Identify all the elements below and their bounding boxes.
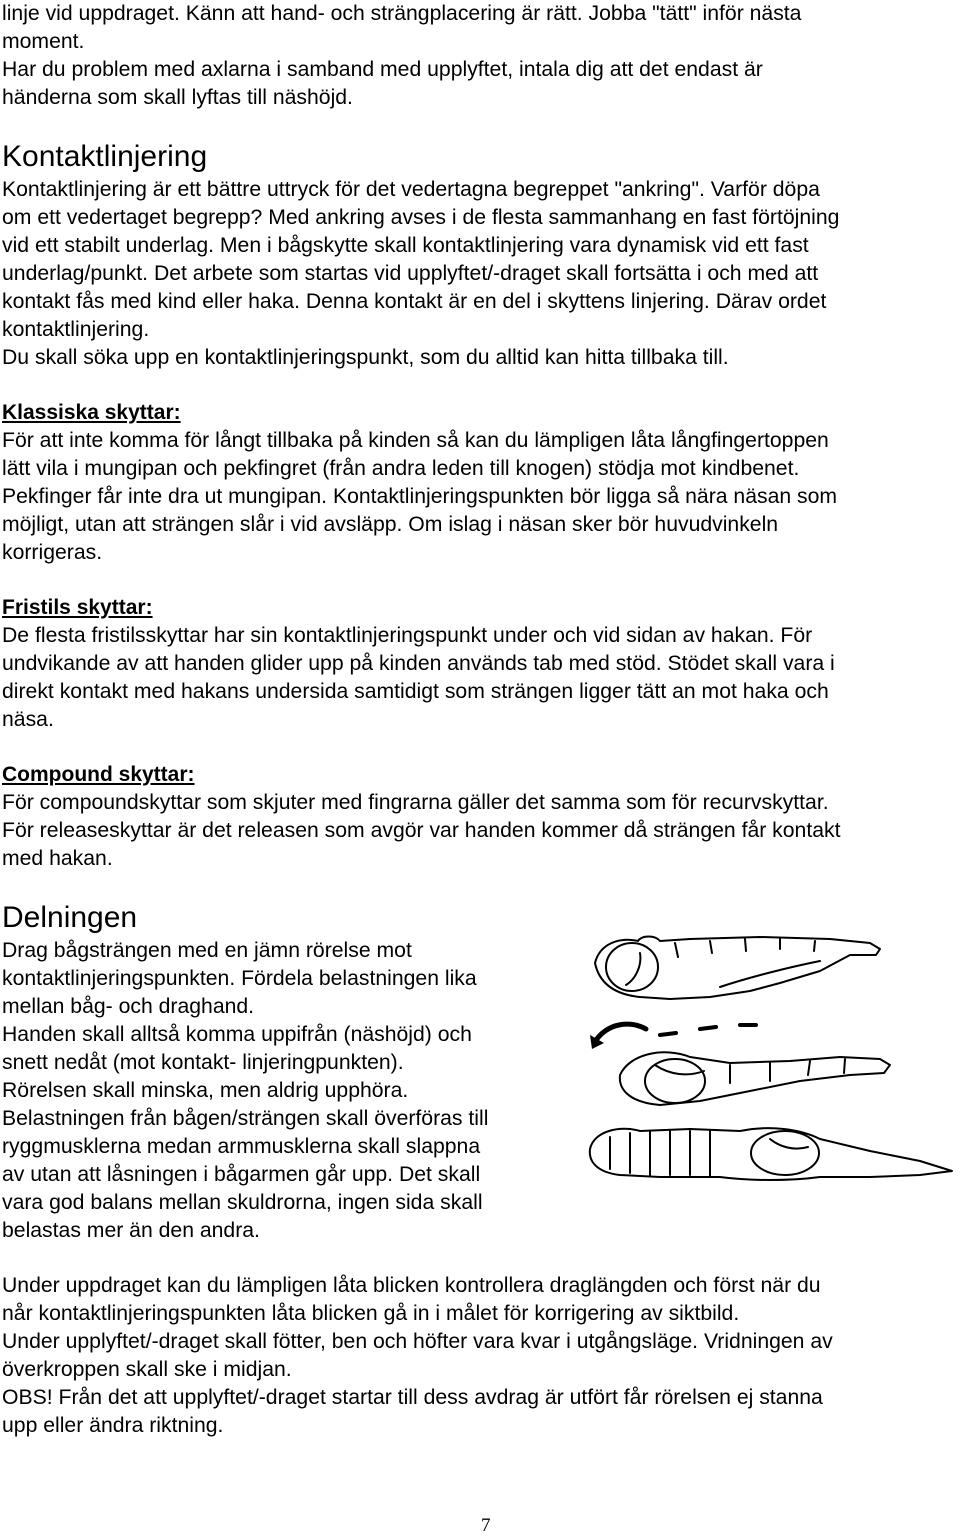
paragraph-line: snett nedåt (mot kontakt- linjeringpunkten). [2, 1051, 404, 1074]
paragraph-line: undvikande av att handen glider upp på kinden används tab med stöd. Stödet skall vara i [2, 652, 835, 675]
paragraph-line: ryggmusklerna medan armmusklerna skall slappna [2, 1135, 481, 1158]
paragraph-line: korrigeras. [2, 541, 103, 564]
archer-sketch-3 [590, 1128, 952, 1180]
paragraph-line: Drag bågsträngen med en jämn rörelse mot [2, 939, 412, 962]
paragraph-line: Rörelsen skall minska, men aldrig upphöra. [2, 1079, 409, 1102]
subheading-fristils: Fristils skyttar: [2, 596, 153, 619]
paragraph-line: av utan att låsningen i bågarmen går upp. Det skall [2, 1163, 481, 1186]
paragraph-line: OBS! Från det att upplyftet/-draget startar till dess avdrag är utfört får rörelsen ej stanna [2, 1386, 823, 1409]
paragraph-line: För releaseskyttar är det releasen som avgör var handen kommer då strängen får kontakt [2, 819, 841, 842]
paragraph-line: För att inte komma för långt tillbaka på kinden så kan du lämpligen låta långfingertoppen [2, 429, 829, 452]
paragraph-line: Du skall söka upp en kontaktlinjeringspunkt, som du alltid kan hitta tillbaka till. [2, 346, 729, 369]
intro-line: moment. [2, 30, 85, 53]
paragraph-line: Under uppdraget kan du lämpligen låta blicken kontrollera draglängden och först när du [2, 1274, 821, 1297]
paragraph-line: överkroppen skall ske i midjan. [2, 1358, 292, 1381]
paragraph-line: näsa. [2, 708, 54, 731]
archer-sketch-2 [620, 1052, 890, 1105]
paragraph-line: belastas mer än den andra. [2, 1219, 260, 1242]
paragraph-line: Kontaktlinjering är ett bättre uttryck för det vedertagna begreppet "ankring". Varför döpa [2, 178, 820, 201]
paragraph-line: mellan båg- och draghand. [2, 995, 255, 1018]
section-heading-delningen: Delningen [2, 901, 138, 934]
paragraph-line: kontaktlinjering. [2, 318, 150, 341]
paragraph-line: når kontaktlinjeringspunkten låta blicken gå in i målet för korrigering av siktbild. [2, 1302, 740, 1325]
subheading-klassiska: Klassiska skyttar: [2, 401, 181, 424]
archer-draw-illustration [580, 925, 960, 1195]
paragraph-line: lätt vila i mungipan och pekfingret (från andra leden till knogen) stödja mot kindbenet. [2, 457, 800, 480]
page-number: 7 [481, 1515, 491, 1536]
paragraph-line: För compoundskyttar som skjuter med fingrarna gäller det samma som för recurvskyttar. [2, 791, 829, 814]
paragraph-line: Under upplyftet/-draget skall fötter, ben och höfter vara kvar i utgångsläge. Vridningen av [2, 1330, 833, 1353]
paragraph-line: kontaktlinjeringspunkten. Fördela belastningen lika [2, 967, 477, 990]
paragraph-line: Belastningen från bågen/strängen skall överföras till [2, 1107, 489, 1130]
paragraph-line: upp eller ändra riktning. [2, 1414, 224, 1437]
intro-line: händerna som skall lyftas till näshöjd. [2, 86, 353, 109]
paragraph-line: med hakan. [2, 847, 113, 870]
paragraph-line: Handen skall alltså komma uppifrån (näshöjd) och [2, 1023, 472, 1046]
paragraph-line: vid ett stabilt underlag. Men i bågskytte skall kontaktlinjering vara dynamisk vid ett fast [2, 234, 809, 257]
paragraph-line: Pekfinger får inte dra ut mungipan. Kontaktlinjeringspunkten bör ligga så nära näsan som [2, 485, 838, 508]
intro-line: Har du problem med axlarna i samband med upplyftet, intala dig att det endast är [2, 58, 763, 81]
intro-line: linje vid uppdraget. Känn att hand- och strängplacering är rätt. Jobba "tätt" inför nästa [2, 2, 802, 25]
paragraph-line: möjligt, utan att strängen slår i vid avsläpp. Om islag i näsan sker bör huvudvinkeln [2, 513, 779, 536]
paragraph-line: kontakt fås med kind eller haka. Denna kontakt är en del i skyttens linjering. Därav ordet [2, 290, 827, 313]
paragraph-line: direkt kontakt med hakans undersida samtidigt som strängen ligger tätt an mot haka och [2, 680, 829, 703]
paragraph-line: underlag/punkt. Det arbete som startas vid upplyftet/-draget skall fortsätta i och med att [2, 262, 819, 285]
section-heading-kontaktlinjering: Kontaktlinjering [2, 140, 208, 173]
subheading-compound: Compound skyttar: [2, 763, 195, 786]
paragraph-line: vara god balans mellan skuldrorna, ingen sida skall [2, 1191, 483, 1214]
paragraph-line: De flesta fristilsskyttar har sin kontaktlinjeringspunkt under och vid sidan av hakan. För [2, 624, 813, 647]
archer-sketch-1 [595, 937, 880, 1000]
paragraph-line: om ett vedertaget begrepp? Med ankring avses i de flesta sammanhang en fast förtöjning [2, 206, 840, 229]
